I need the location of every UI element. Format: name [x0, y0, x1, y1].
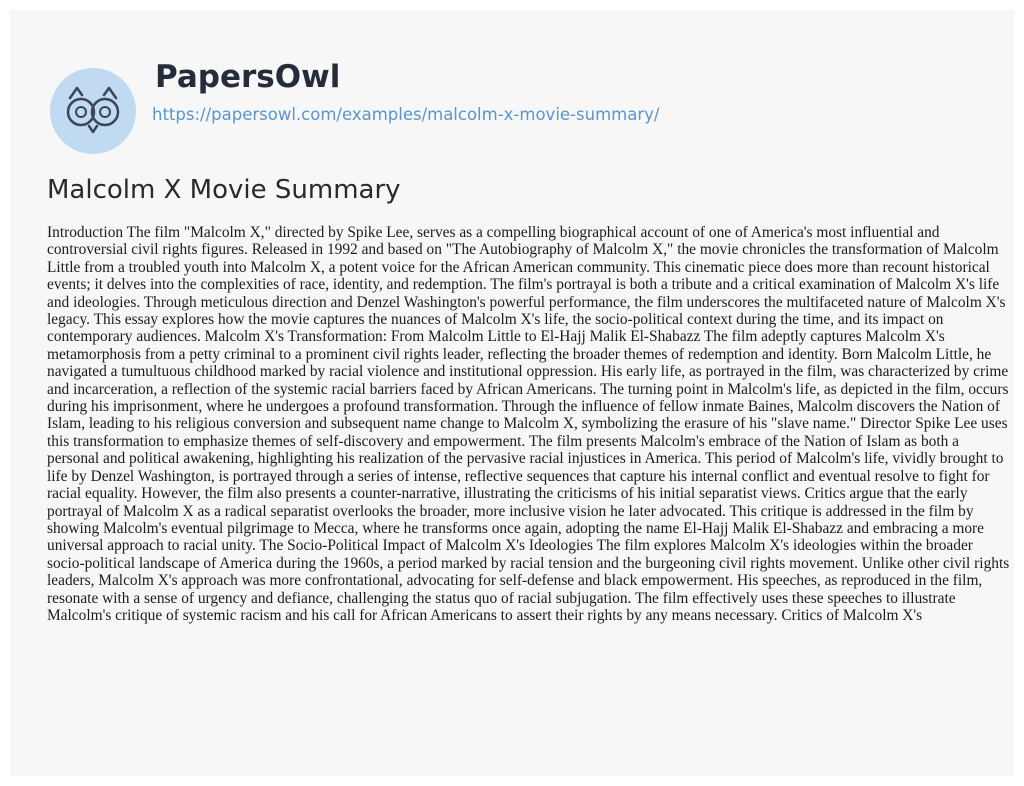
site-header	[10, 10, 1014, 166]
essay-title: Malcolm X Movie Summary	[47, 175, 401, 205]
essay-body: Introduction The film "Malcolm X," directed by Spike Lee, serves as a compelling biographical account of one of America's most influential and controversial civil rights figures. Released in 1992 and based on "The Autobiography of Malcolm X," the movie chronicles the transformation of Malcolm Little from a troubled youth into Malcolm X, a potent voice for the African American community. This cinematic piece does more than recount historical events; it delves into the complexities of race, identity, and redemption. The film's portrayal is both a tribute and a critical examination of Malcolm X's life and ideologies. Through meticulous direction and Denzel Washington's powerful performance, the film underscores the multifaceted nature of Malcolm X's legacy. This essay explores how the movie captures the nuances of Malcolm X's life, the socio-political context during the time, and its impact on contemporary audiences. Malcolm X's Transformation: From Malcolm Little to El-Hajj Malik El-Shabazz The film adeptly captures Malcolm X's metamorphosis from a petty criminal to a prominent civil rights leader, reflecting the broader themes of redemption and identity. Born Malcolm Little, he navigated a tumultuous childhood marked by racial violence and institutional oppression. His early life, as portrayed in the film, was characterized by crime and incarceration, a reflection of the systemic racial barriers faced by African Americans. The turning point in Malcolm's life, as depicted in the film, occurs during his imprisonment, where he undergoes a profound transformation. Through the influence of fellow inmate Baines, Malcolm discovers the Nation of Islam, leading to his religious conversion and subsequent name change to Malcolm X, symbolizing the erasure of his "slave name." Director Spike Lee uses this transformation to emphasize themes of self-discovery and empowerment. The film presents Malcolm's embrace of the Nation of Islam as both a personal and political awakening, highlighting his realization of the pervasive racial injustices in America. This period of Malcolm's life, vividly brought to life by Denzel Washington, is portrayed through a series of intense, reflective sequences that capture his internal conflict and eventual resolve to fight for racial equality. However, the film also presents a counter-narrative, illustrating the criticisms of his initial separatist views. Critics argue that the early portrayal of Malcolm X as a radical separatist overlooks the broader, more inclusive vision he later advocated. This critique is addressed in the film by showing Malcolm's eventual pilgrimage to Mecca, where he transforms once again, adopting the name El-Hajj Malik El-Shabazz and embracing a more universal approach to racial unity. The Socio-Political Impact of Malcolm X's Ideologies The film explores Malcolm X's ideologies within the broader socio-political landscape of America during the 1960s, a period marked by racial tension and the burgeoning civil rights movement. Unlike other civil rights leaders, Malcolm X's approach was more confrontational, advocating for self-defense and black empowerment. His speeches, as reproduced in the film, resonate with a sense of urgency and defiance, challenging the status quo of racial subjugation. The film effectively uses these speeches to illustrate Malcolm's critique of systemic racism and his call for African Americans to assert their rights by any means necessary. Critics of Malcolm X's	[47, 224, 1010, 624]
owl-logo-icon	[50, 68, 136, 154]
essay-page	[10, 10, 1014, 776]
source-url-link[interactable]: https://papersowl.com/examples/malcolm-x-movie-summary/	[152, 105, 660, 124]
brand-name: PapersOwl	[155, 59, 341, 95]
